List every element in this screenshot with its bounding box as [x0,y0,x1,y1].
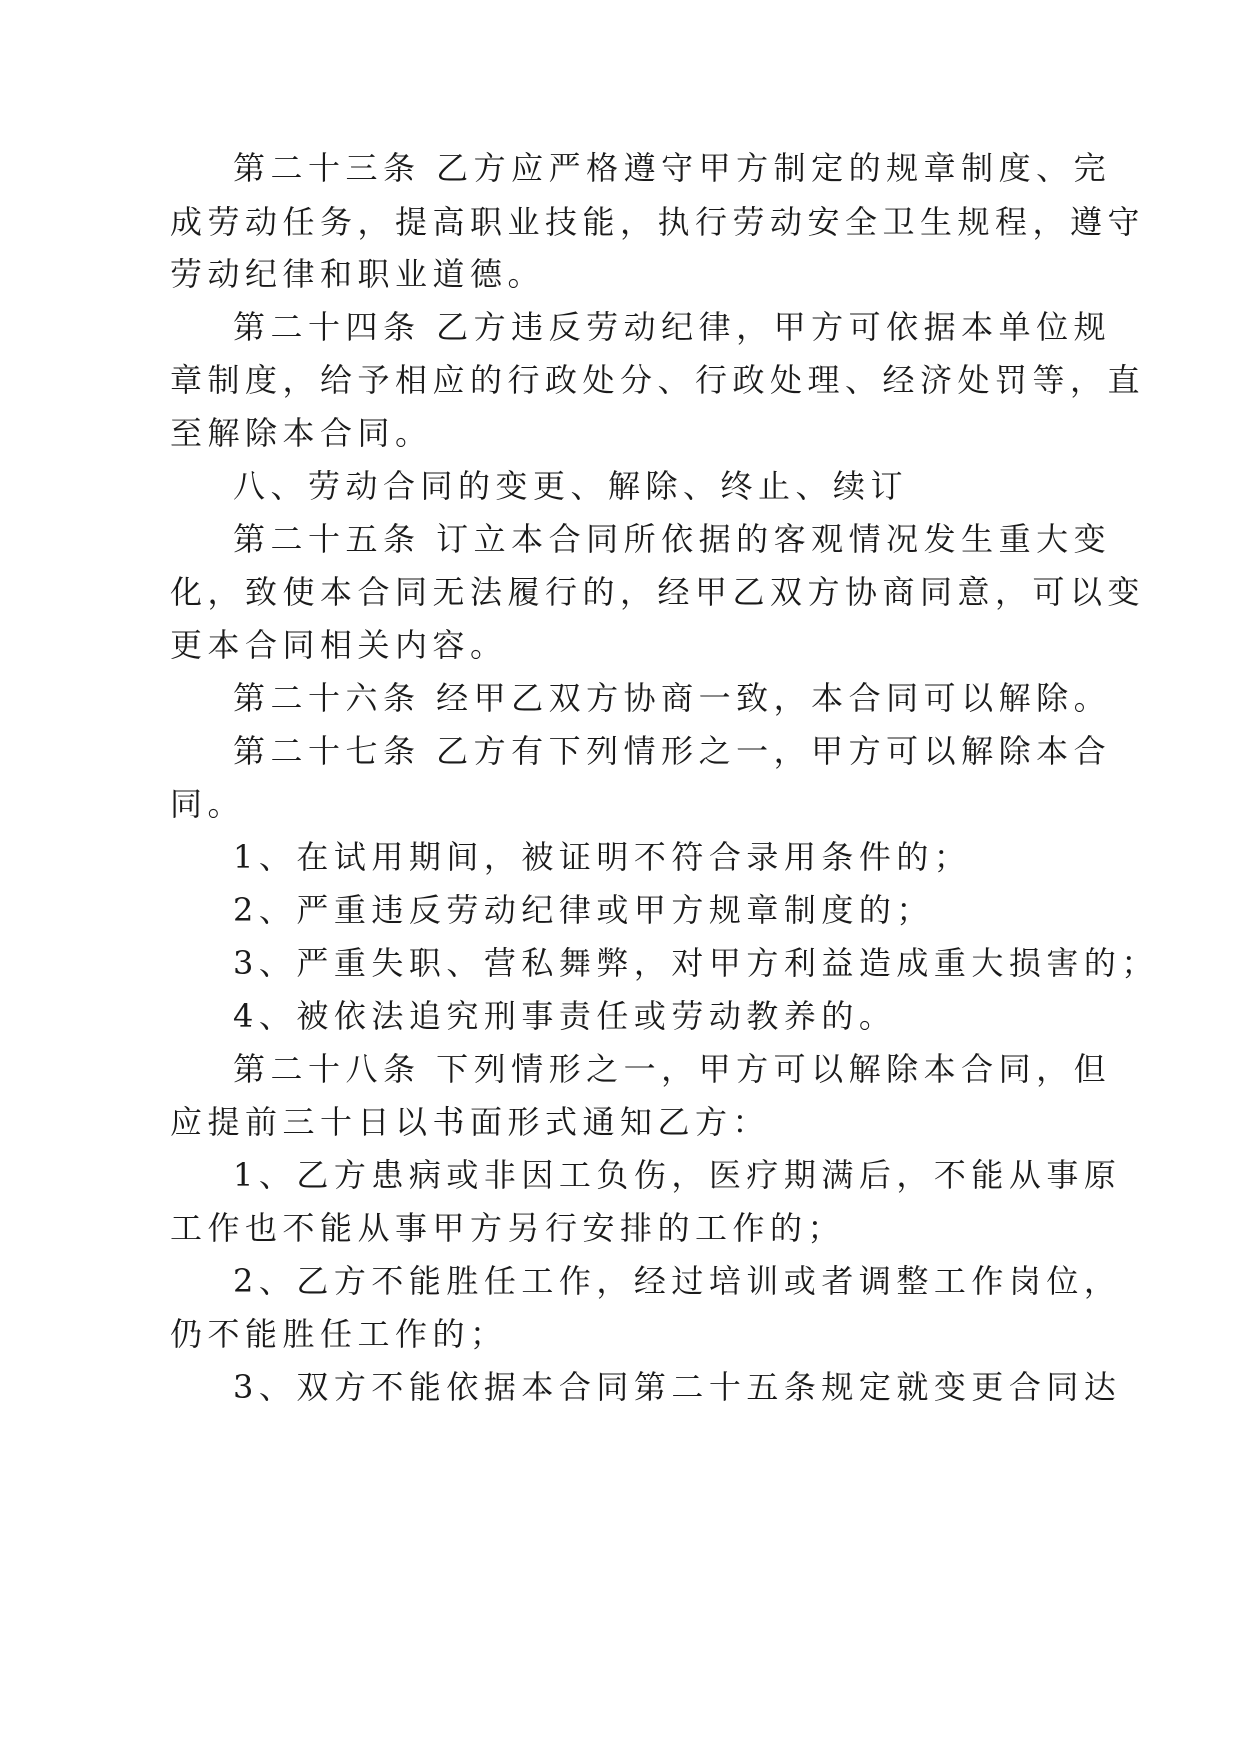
text-line: 第二十四条 乙方违反劳动纪律，甲方可依据本单位规 [233,308,1112,346]
text-line: 第二十六条 经甲乙双方协商一致，本合同可以解除。 [233,679,1112,717]
text-line: 第二十七条 乙方有下列情形之一，甲方可以解除本合 [233,732,1112,770]
list-item: 4、被依法追究刑事责任或劳动教养的。 [233,997,897,1035]
text-line: 至解除本合同。 [170,414,433,452]
list-item: 1、乙方患病或非因工负伤，医疗期满后，不能从事原 [233,1156,1122,1194]
text-line: 第二十八条 下列情形之一，甲方可以解除本合同，但 [233,1050,1112,1088]
text-line: 应提前三十日以书面形式通知乙方： [170,1103,771,1141]
list-item: 1、在试用期间，被证明不符合录用条件的； [233,838,972,876]
list-item: 3、严重失职、营私舞弊，对甲方利益造成重大损害的； [233,944,1159,982]
text-line: 更本合同相关内容。 [170,626,508,664]
list-item: 2、乙方不能胜任工作，经过培训或者调整工作岗位， [233,1262,1122,1300]
text-line: 第二十三条 乙方应严格遵守甲方制定的规章制度、完 [233,149,1112,187]
text-line: 章制度，给予相应的行政处分、行政处理、经济处罚等，直 [170,361,1146,399]
section-heading: 八、劳动合同的变更、解除、终止、续订 [233,467,909,505]
list-item: 3、双方不能依据本合同第二十五条规定就变更合同达 [233,1368,1122,1406]
text-line: 工作也不能从事甲方另行安排的工作的； [170,1209,846,1247]
text-line: 第二十五条 订立本合同所依据的客观情况发生重大变 [233,520,1112,558]
text-line: 仍不能胜任工作的； [170,1315,508,1353]
list-item: 2、严重违反劳动纪律或甲方规章制度的； [233,891,934,929]
text-line: 成劳动任务，提高职业技能，执行劳动安全卫生规程，遵守 [170,203,1146,241]
text-line: 化，致使本合同无法履行的，经甲乙双方协商同意，可以变 [170,573,1146,611]
text-line: 劳动纪律和职业道德。 [170,255,546,293]
text-line: 同。 [170,785,246,823]
